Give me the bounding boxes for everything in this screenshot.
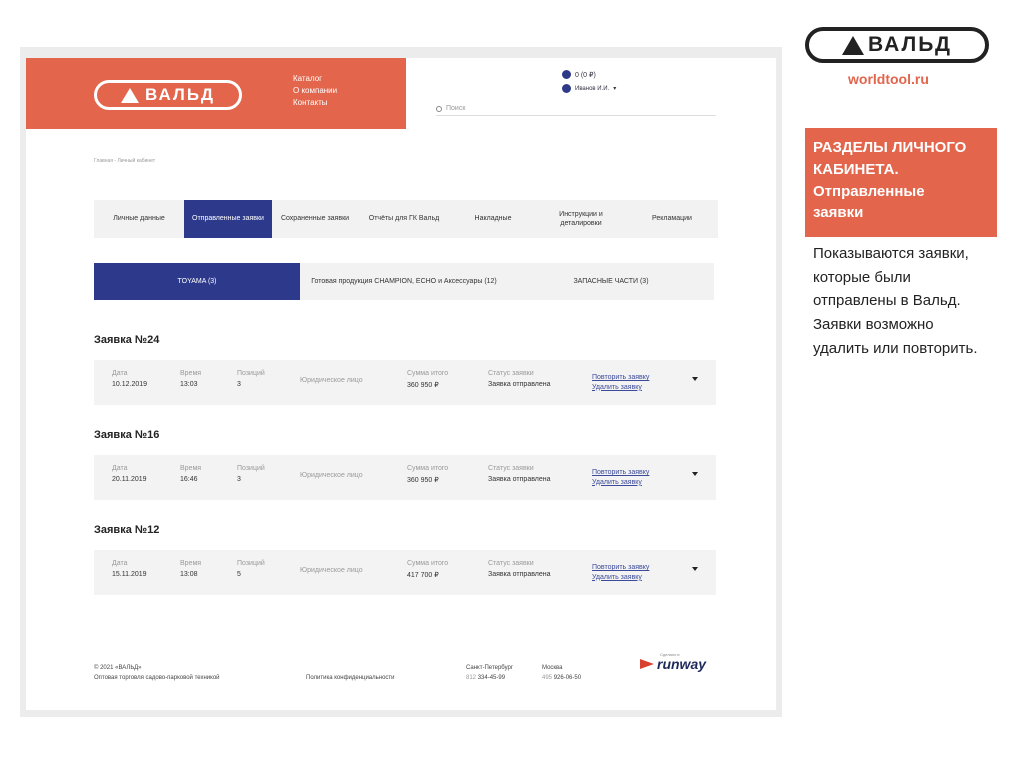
tab-sent-requests[interactable]: Отправленные заявки bbox=[184, 200, 272, 238]
time-label: Время bbox=[180, 560, 202, 567]
tab-personal-data[interactable]: Личные данные bbox=[113, 215, 165, 223]
slide-title-line: заявки bbox=[813, 204, 864, 222]
slide-logo bbox=[805, 27, 989, 63]
runway-arrow-icon bbox=[640, 659, 654, 669]
order-positions: 3 bbox=[237, 476, 241, 483]
slide-title-line: КАБИНЕТА. bbox=[813, 160, 899, 178]
order-title: Заявка №24 bbox=[94, 334, 160, 346]
order-row bbox=[94, 550, 716, 595]
order-sum: 360 950 ₽ bbox=[407, 382, 439, 389]
positions-label: Позиций bbox=[237, 465, 265, 472]
delete-request-link[interactable]: Удалить заявку bbox=[592, 383, 642, 391]
search-icon bbox=[436, 106, 442, 112]
nav-contacts[interactable]: Контакты bbox=[293, 98, 328, 107]
order-time: 16:46 bbox=[180, 476, 198, 483]
user-icon bbox=[562, 84, 571, 93]
order-time: 13:03 bbox=[180, 381, 198, 388]
order-date: 15.11.2019 bbox=[112, 571, 147, 578]
order-actions bbox=[592, 468, 649, 488]
runway-logo[interactable] bbox=[640, 652, 707, 672]
delete-request-link[interactable]: Удалить заявку bbox=[592, 573, 642, 581]
footer-tagline: Оптовая торговля садово-парковой техникой bbox=[94, 674, 220, 681]
tab-claims[interactable]: Рекламации bbox=[652, 215, 692, 223]
cabinet-tabs bbox=[94, 200, 718, 238]
date-label: Дата bbox=[112, 465, 128, 472]
date-label: Дата bbox=[112, 370, 128, 377]
sum-label: Сумма итого bbox=[407, 465, 449, 472]
order-row bbox=[94, 455, 716, 500]
sum-label: Сумма итого bbox=[407, 370, 449, 377]
subtab-spare-parts[interactable]: ЗАПАСНЫЕ ЧАСТИ (3) bbox=[573, 277, 649, 285]
site-logo[interactable] bbox=[94, 80, 242, 110]
nav-about[interactable]: О компании bbox=[293, 86, 338, 95]
repeat-request-link[interactable]: Повторить заявку bbox=[592, 374, 650, 381]
footer-copyright: © 2021 «ВАЛЬД» bbox=[94, 665, 142, 671]
slide-title-line: РАЗДЕЛЫ ЛИЧНОГО bbox=[813, 139, 967, 156]
repeat-request-link[interactable]: Повторить заявку bbox=[592, 469, 650, 476]
logo-mountain-icon bbox=[842, 36, 864, 55]
footer-phone-code-msk: 495 bbox=[542, 674, 553, 681]
footer-msk bbox=[542, 664, 581, 683]
tab-saved-requests[interactable]: Сохраненные заявки bbox=[280, 215, 350, 223]
order-date: 10.12.2019 bbox=[112, 381, 148, 388]
order-actions bbox=[592, 373, 649, 393]
time-label: Время bbox=[180, 370, 202, 377]
footer-phone-msk[interactable]: 926-06-50 bbox=[553, 674, 582, 681]
legal-entity-label: Юридическое лицо bbox=[300, 472, 363, 479]
order-sum: 360 950 ₽ bbox=[407, 477, 439, 484]
status-label: Статус заявки bbox=[488, 560, 534, 567]
tab-instructions[interactable]: Инструкции и деталировки bbox=[559, 210, 603, 227]
expand-caret-icon[interactable] bbox=[692, 567, 698, 571]
search-placeholder: Поиск bbox=[446, 105, 466, 112]
order-status: Заявка отправлена bbox=[488, 381, 551, 388]
footer-city-spb: Санкт-Петербург bbox=[466, 665, 514, 671]
footer-company bbox=[94, 664, 220, 683]
legal-entity-label: Юридическое лицо bbox=[300, 377, 363, 384]
order-actions bbox=[592, 563, 649, 583]
slide-url: worldtool.ru bbox=[848, 71, 929, 87]
order-status: Заявка отправлена bbox=[488, 571, 551, 578]
time-label: Время bbox=[180, 465, 202, 472]
breadcrumb[interactable]: Главная - Личный кабинет bbox=[94, 158, 156, 164]
delete-request-link[interactable]: Удалить заявку bbox=[592, 478, 642, 486]
order-status: Заявка отправлена bbox=[488, 476, 551, 483]
order-date: 20.11.2019 bbox=[112, 476, 147, 483]
footer-city-msk: Москва bbox=[542, 665, 563, 671]
order-positions: 3 bbox=[237, 381, 241, 388]
cart-summary[interactable] bbox=[562, 70, 596, 79]
user-name: Иванов И.И. bbox=[575, 85, 610, 92]
footer-phone-spb[interactable]: 334-45-99 bbox=[477, 674, 506, 681]
order-title: Заявка №16 bbox=[94, 429, 160, 441]
order-time: 13:08 bbox=[180, 571, 198, 578]
order-sum: 417 700 ₽ bbox=[407, 572, 439, 579]
status-label: Статус заявки bbox=[488, 370, 534, 377]
tab-reports[interactable]: Отчёты для ГК Вальд bbox=[368, 215, 440, 223]
runway-logo-text: runway bbox=[657, 656, 707, 672]
legal-entity-label: Юридическое лицо bbox=[300, 567, 363, 574]
nav-catalog[interactable]: Каталог bbox=[293, 74, 323, 83]
chevron-down-icon: ▾ bbox=[613, 86, 617, 92]
slide-title-line: Отправленные bbox=[813, 182, 925, 200]
site-logo-text: ВАЛЬД bbox=[145, 85, 215, 104]
status-label: Статус заявки bbox=[488, 465, 534, 472]
expand-caret-icon[interactable] bbox=[692, 377, 698, 381]
header-brand-panel bbox=[26, 58, 406, 129]
search-input[interactable] bbox=[436, 102, 716, 116]
order-positions: 5 bbox=[237, 571, 241, 578]
date-label: Дата bbox=[112, 560, 128, 567]
cart-text: 0 (0 ₽) bbox=[575, 71, 596, 79]
repeat-request-link[interactable]: Повторить заявку bbox=[592, 564, 650, 571]
order-title: Заявка №12 bbox=[94, 524, 160, 536]
slide-logo-text: ВАЛЬД bbox=[867, 33, 953, 56]
tab-invoices[interactable]: Накладные bbox=[474, 215, 512, 223]
footer-spb bbox=[466, 664, 513, 683]
cart-icon bbox=[562, 70, 571, 79]
subtab-champion-echo[interactable]: Готовая продукция CHAMPION, ECHO и Аксессуары (12) bbox=[311, 277, 497, 285]
main-nav bbox=[293, 74, 337, 107]
positions-label: Позиций bbox=[237, 560, 265, 567]
sum-label: Сумма итого bbox=[407, 560, 449, 567]
user-menu[interactable] bbox=[562, 84, 616, 93]
header-utility-panel bbox=[406, 58, 776, 129]
slide-section-title bbox=[805, 128, 997, 237]
privacy-policy-link[interactable]: Политика конфиденциальности bbox=[306, 675, 395, 681]
brand-subtabs bbox=[94, 263, 714, 300]
subtab-toyama[interactable]: TOYAMA (3) bbox=[94, 263, 300, 300]
expand-caret-icon[interactable] bbox=[692, 472, 698, 476]
runway-pre-text: Сделано в bbox=[660, 652, 680, 657]
slide-description: Показываются заявки, которые были отправлены в Вальд. Заявки возможно удалить или повторить. bbox=[813, 245, 978, 357]
logo-mountain-icon bbox=[121, 88, 139, 103]
footer-phone-code-spb: 812 bbox=[466, 674, 477, 681]
order-row bbox=[94, 360, 716, 405]
positions-label: Позиций bbox=[237, 370, 265, 377]
site-page bbox=[26, 58, 776, 710]
